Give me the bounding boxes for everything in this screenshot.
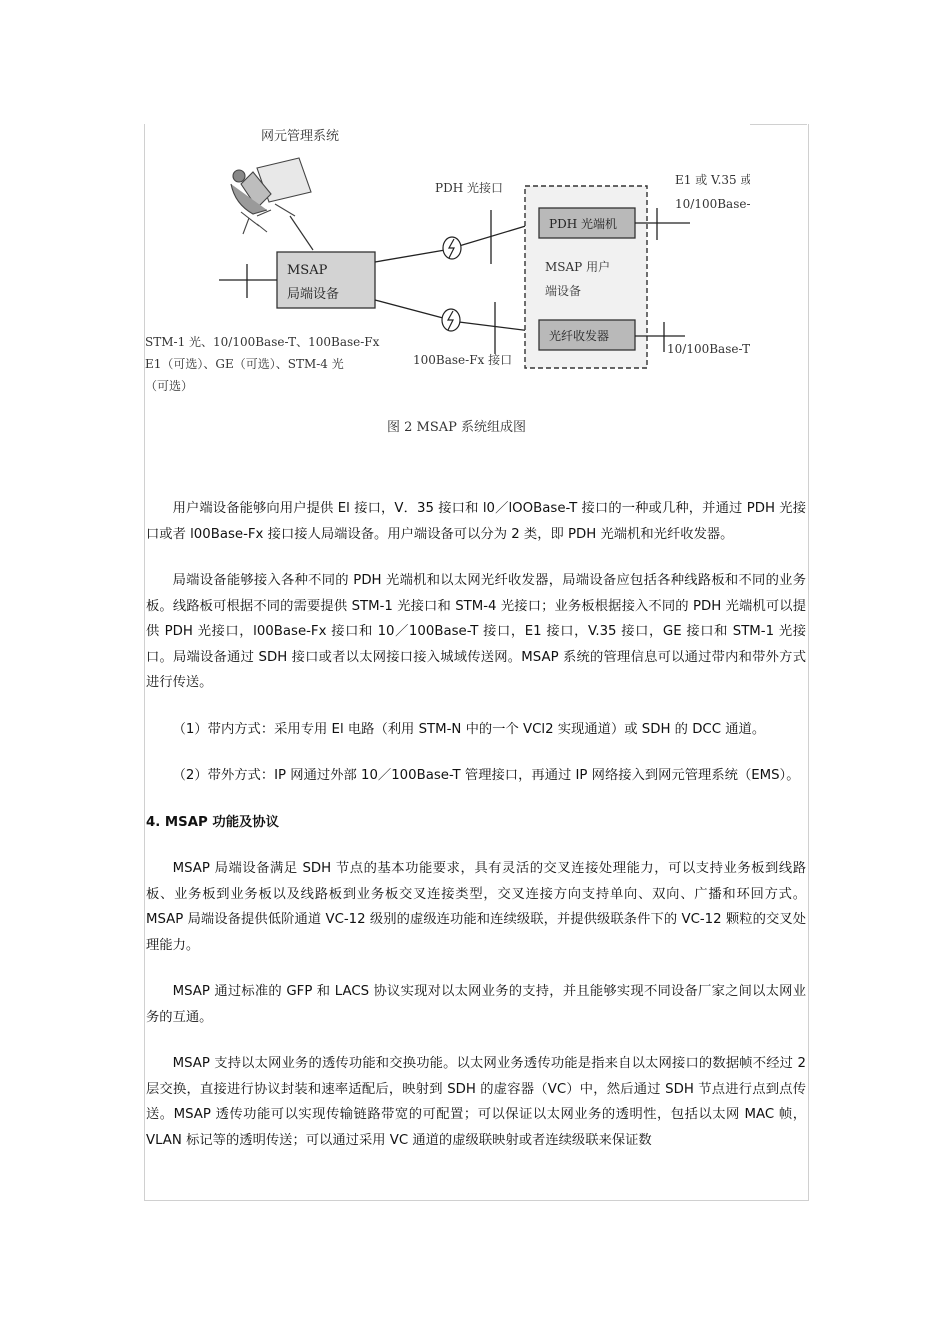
section-heading: 4. MSAP 功能及协议 <box>146 814 279 830</box>
user-equipment-label: MSAP 用户 <box>545 260 611 274</box>
user-equipment-sublabel: 端设备 <box>545 284 582 298</box>
paragraph-ethernet-transparent: MSAP 支持以太网业务的透传功能和交换功能。以太网业务透传功能是指来自以太网接口的数据帧不经过 2 层交换，直接进行协议封装和速率适配后，映射到 SDH 的虚容器（VC）中，然后通过 SDH 节点进行点到点传送。MSAP 透传功能可以实现传输链路带宽的可配置；可以保证以太网业务的透明性，包括以太网 MAC 帧，VLAN 标记等的透明传送；可以通过采用 VC 通道的虚级联映射或者连续级联来保证数 <box>146 1056 806 1148</box>
fx-port-label: 100Base-Fx 接口 <box>413 353 513 367</box>
interfaces-line-1: STM-1 光、10/100Base-T、100Base-Fx <box>145 335 380 349</box>
msap-label: MSAP <box>287 263 328 278</box>
frame-top-edge <box>750 124 807 125</box>
paragraph-gfp-lacs: MSAP 通过标准的 GFP 和 LACS 协议实现对以太网业务的支持，并且能够实现不同设备厂家之间以太网业务的互通。 <box>146 984 806 1025</box>
e1-v35-label: E1 或 V.35 或 <box>675 173 750 187</box>
interfaces-line-2: E1（可选）、GE（可选）、STM-4 光 <box>145 357 344 371</box>
paragraph-inband: （1）带内方式：采用专用 El 电路（利用 STM-N 中的一个 VCl2 实现通道）或 SDH 的 DCC 通道。 <box>172 721 766 737</box>
pdh-port-label: PDH 光接口 <box>435 181 503 195</box>
msap-system-diagram <box>145 124 750 444</box>
base-t-bottom-label: 10/100Base-T <box>667 342 750 356</box>
paragraph-outband: （2）带外方式：IP 网通过外部 10／100Base-T 管理接口，再通过 IP 网络接入到网元管理系统（EMS）。 <box>172 768 800 783</box>
article-body <box>146 496 806 1174</box>
figure-caption: 图 2 MSAP 系统组成图 <box>387 420 527 435</box>
upper-fiber-icon <box>443 237 461 259</box>
msap-subtitle: 局端设备 <box>287 287 340 302</box>
fiber-transceiver-label: 光纤收发器 <box>549 329 610 343</box>
interfaces-line-3: （可选） <box>145 379 194 393</box>
paragraph-user-equipment: 用户端设备能够向用户提供 El 接口，V．35 接口和 l0／lOOBase-T 接口的一种或几种，并通过 PDH 光接口或者 l00Base-Fx 接口接人局端设备。用户端设备可以分为 2 类，即 PDH 光端机和光纤收发器。 <box>146 501 806 542</box>
paragraph-central-equipment: 局端设备能够接入各种不同的 PDH 光端机和以太网光纤收发器，局端设备应包括各种线路板和不同的业务板。线路板可根据不同的需要提供 STM-1 光接口和 STM-4 光接口；业务板根据接入不同的 PDH 光端机可以提供 PDH 光接口，l00Base-Fx 接口和 10／100Base-T 接口，E1 接口，V.35 接口，GE 接口和 STM-1 光接口。局端设备通过 SDH 接口或者以太网接口接入城域传送网。MSAP 系统的管理信息可以通过带内和带外方式进行传送。 <box>146 573 806 690</box>
base-t-top-label: 10/100Base-T <box>675 197 750 211</box>
nms-label: 网元管理系统 <box>261 129 340 144</box>
paragraph-sdh-functions: MSAP 局端设备满足 SDH 节点的基本功能要求，具有灵活的交叉连接处理能力，可以支持业务板到线路板、业务板到业务板以及线路板到业务板交叉连接类型，交叉连接方向支持单向、双向、广播和环回方式。MSAP 局端设备提供低阶通道 VC-12 级别的虚级连功能和连续级联，并提供级联条件下的 VC-12 颗粒的交叉处理能力。 <box>146 861 806 953</box>
lower-fiber-icon <box>442 309 460 331</box>
pdh-terminal-label: PDH 光端机 <box>549 217 617 231</box>
